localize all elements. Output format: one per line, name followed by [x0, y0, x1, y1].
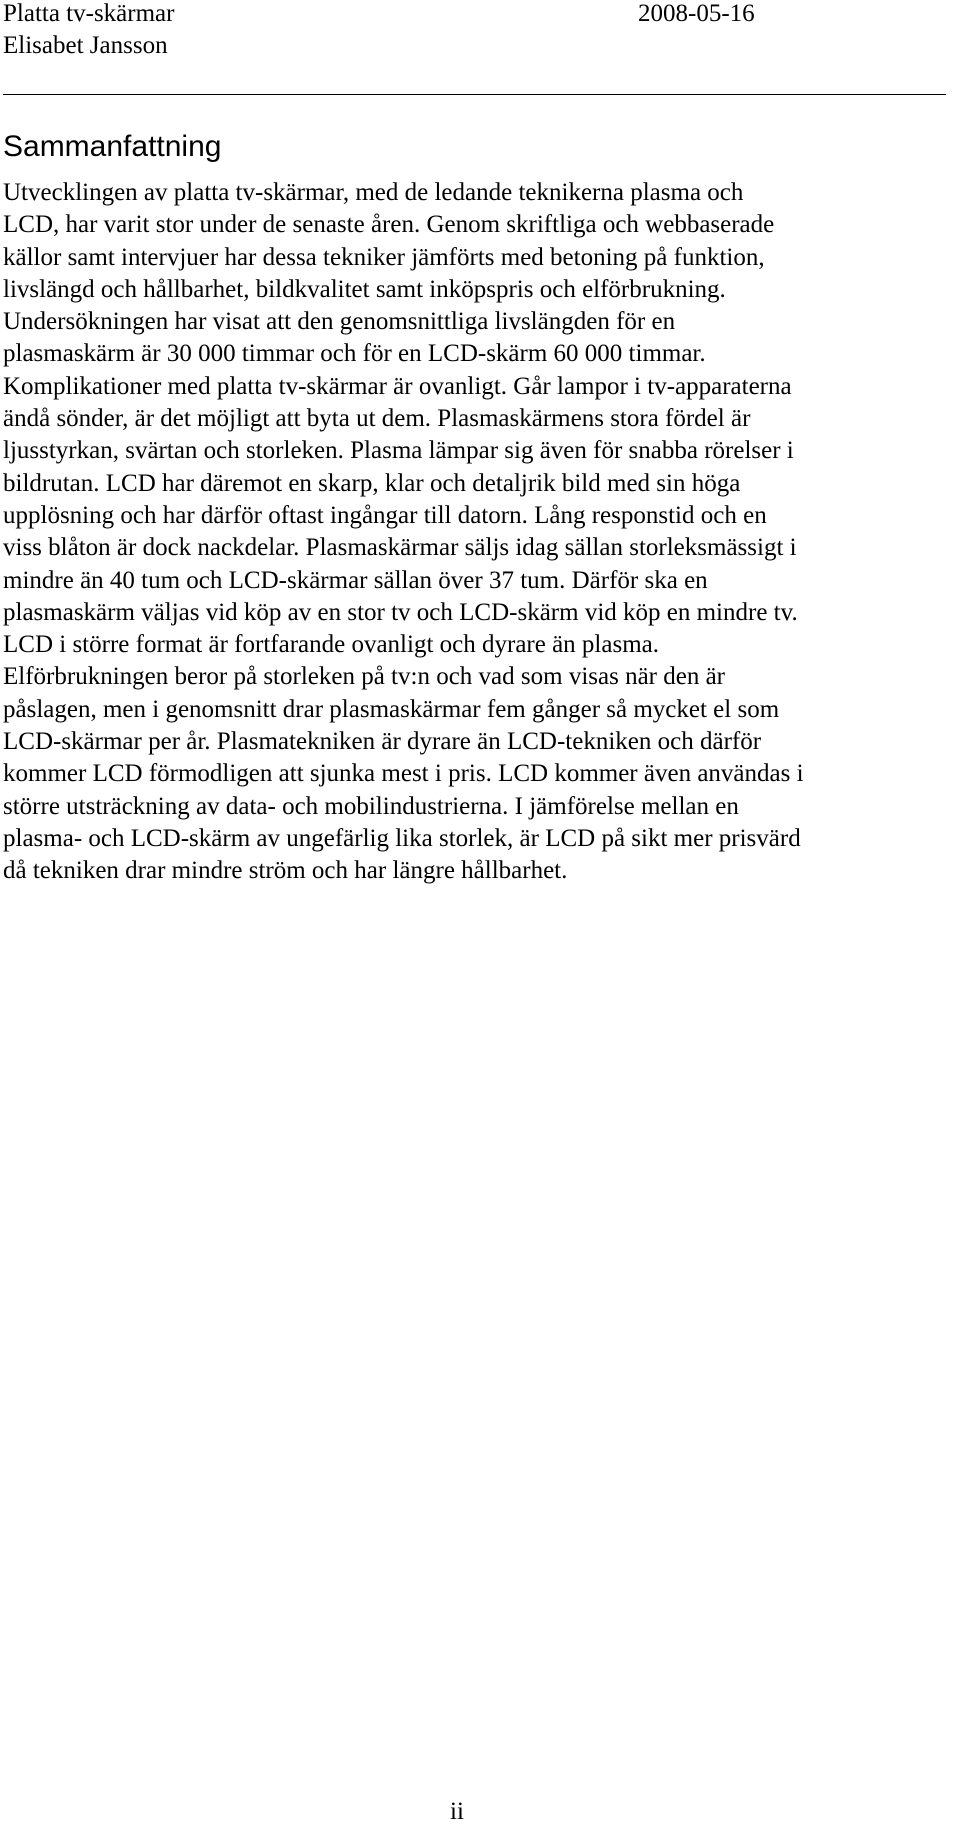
paragraph-line: livslängd och hållbarhet, bildkvalitet samt inköpspris och elförbrukning.	[3, 275, 726, 303]
paragraph-line: viss blåton är dock nackdelar. Plasmaskärmar säljs idag sällan storleksmässigt i	[3, 534, 797, 562]
paragraph-line: LCD, har varit stor under de senaste åren. Genom skriftliga och webbaserade	[3, 211, 775, 239]
paragraph-line: då tekniken drar mindre ström och har längre hållbarhet.	[3, 857, 568, 885]
paragraph-line: bildrutan. LCD har däremot en skarp, klar och detaljrik bild med sin höga	[3, 469, 741, 497]
paragraph-line: plasmaskärm väljas vid köp av en stor tv och LCD-skärm vid köp en mindre tv.	[3, 598, 798, 626]
paragraph-line: ändå sönder, är det möjligt att byta ut dem. Plasmaskärmens stora fördel är	[3, 405, 751, 433]
paragraph-line: Komplikationer med platta tv-skärmar är ovanligt. Går lampor i tv-apparaterna	[3, 372, 792, 400]
paragraph-line: upplösning och har därför oftast ingångar till datorn. Lång responstid och en	[3, 501, 767, 529]
paragraph-line: mindre än 40 tum och LCD-skärmar sällan över 37 tum. Därför ska en	[3, 566, 708, 594]
page-header	[0, 0, 960, 96]
document-author: Elisabet Jansson	[3, 32, 168, 59]
paragraph-line: ljusstyrkan, svärtan och storleken. Plasma lämpar sig även för snabba rörelser i	[3, 437, 794, 465]
paragraph-line: LCD i större format är fortfarande ovanligt och dyrare än plasma.	[3, 631, 659, 659]
paragraph-line: plasma- och LCD-skärm av ungefärlig lika storlek, är LCD på sikt mer prisvärd	[3, 824, 801, 852]
paragraph-line: LCD-skärmar per år. Plasmatekniken är dyrare än LCD-tekniken och därför	[3, 728, 762, 756]
paragraph-line: Undersökningen har visat att den genomsnittliga livslängden för en	[3, 308, 676, 336]
paragraph-line: Elförbrukningen beror på storleken på tv:n och vad som visas när den är	[3, 663, 726, 691]
paragraph-line: större utsträckning av data- och mobilindustrierna. I jämförelse mellan en	[3, 792, 739, 820]
document-title: Platta tv-skärmar	[3, 0, 175, 27]
summary-paragraph	[3, 177, 953, 888]
paragraph-line: Utvecklingen av platta tv-skärmar, med de ledande teknikerna plasma och	[3, 179, 744, 206]
paragraph-line: påslagen, men i genomsnitt drar plasmaskärmar fem gånger så mycket el som	[3, 695, 780, 723]
document-date: 2008-05-16	[638, 0, 755, 27]
header-divider	[3, 94, 946, 95]
paragraph-line: plasmaskärm är 30 000 timmar och för en LCD-skärm 60 000 timmar.	[3, 340, 706, 368]
page-number: ii	[450, 1798, 464, 1825]
paragraph-line: källor samt intervjuer har dessa tekniker jämförts med betoning på funktion,	[3, 243, 765, 271]
paragraph-line: kommer LCD förmodligen att sjunka mest i pris. LCD kommer även användas i	[3, 760, 804, 788]
section-heading: Sammanfattning	[3, 130, 222, 163]
